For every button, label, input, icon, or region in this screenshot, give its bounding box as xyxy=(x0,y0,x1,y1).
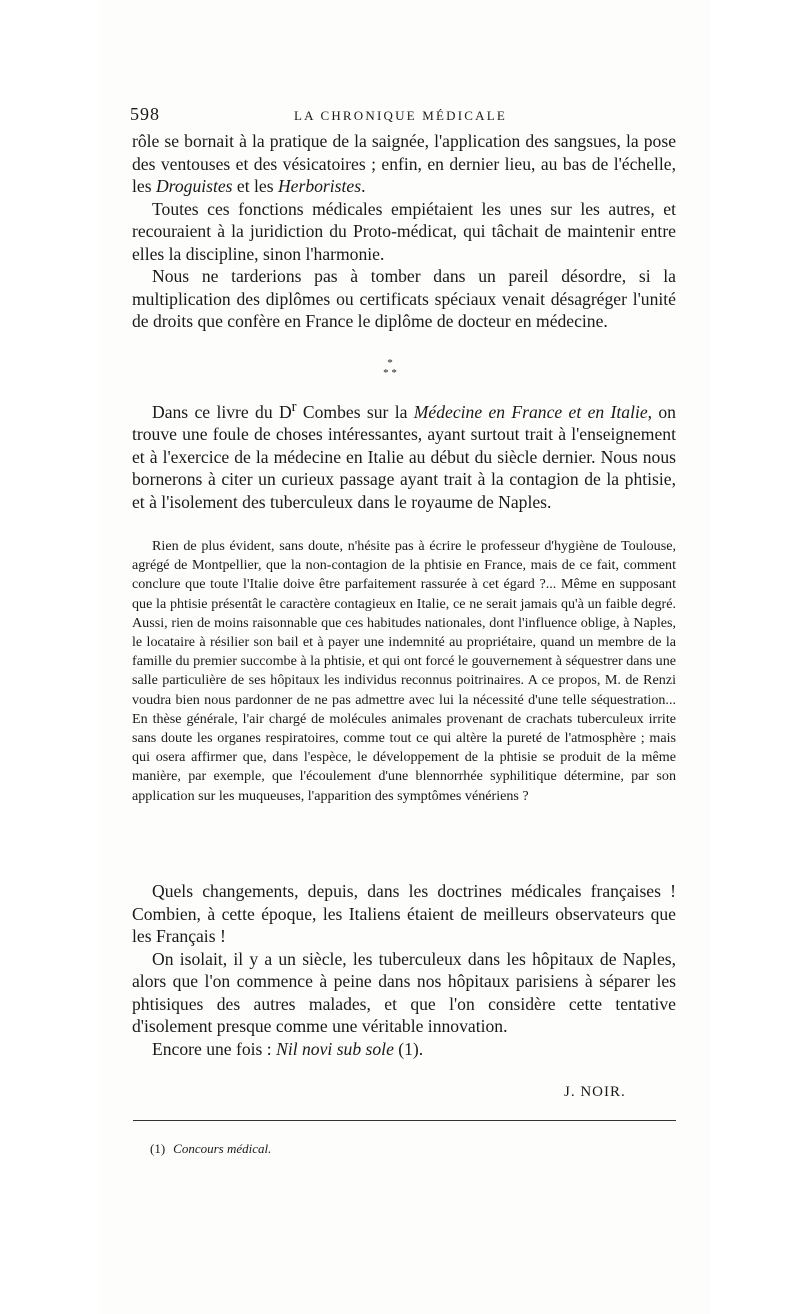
asterism-bottom: * * xyxy=(383,367,397,379)
asterism-divider xyxy=(370,358,410,388)
section-conclusion xyxy=(132,880,676,1060)
page-header xyxy=(130,104,670,130)
text-run: Encore une fois : xyxy=(152,1038,277,1059)
footnote-number: (1) xyxy=(150,1141,166,1156)
paragraph: Toutes ces fonctions médicales empiétaient les unes sur les autres, et recouraient à la juridiction du Proto-médicat, qui tâchait de maintenir entre elles la discipline, sinon l'harmonie. xyxy=(132,198,676,264)
book-title: Médecine en France et en Italie xyxy=(413,401,648,422)
page-number: 598 xyxy=(130,104,160,124)
text-run: Combes sur la xyxy=(296,401,414,422)
paragraph xyxy=(132,396,676,513)
paragraph: Quels changements, depuis, dans les doctrines médicales françaises ! Combien, à cette époque, les Italiens étaient de meilleurs observateurs que les Français ! xyxy=(132,881,676,946)
paragraph xyxy=(132,130,676,198)
text-run: rôle se bornait à la pratique de la saignée, l'application des sangsues, la pose des ventouses et des vésicatoires ; enfin, en dernier lieu, au bas de l'échelle, les xyxy=(132,131,676,196)
block-quote: Rien de plus évident, sans doute, n'hésite pas à écrire le professeur d'hygiène de Toulouse, agrégé de Montpellier, que la non-contagion de la phtisie en France, mais de ce fait, comment conclure que toute l'Italie doive être parfaitement rassurée à cet égard ?... Même en supposant que la phtisie présentât le caractère contagieux en Italie, ce ne serait jamais qu'à un faible degré. Aussi, rien de moins raisonnable que ces habitudes nationales, dont l'influence oblige, à Naples, le locataire à résilier son bail et à payer une indemnité au propriétaire, quand un membre de la famille du premier succombe à la phtisie, et qui ont forcé le gouvernement à séquestrer dans une salle particulière de ses hôpitaux les individus reconnus poitrinaires. A ce propos, M. de Renzi voudra bien nous pardonner de ne pas admettre avec lui la nécessité d'une telle séquestration... En thèse générale, l'air chargé de molécules animales provenant de crachats tuberculeux irrite sans doute les organes respiratoires, comme tout ce qui altère la pureté de l'atmosphère ; mais qui osera affirmer que, dans l'espèce, le développement de la phtisie se produit de la même manière, par exemple, que l'écoulement d'une blennorrhée syphilitique détermine, par son application sur les muqueuses, l'apparition des symptômes vénériens ? xyxy=(132,538,676,804)
superscript: r xyxy=(291,399,297,415)
text-run: (1). xyxy=(393,1038,424,1059)
footnote-text: Concours médical. xyxy=(173,1141,272,1156)
paragraph xyxy=(132,1038,676,1061)
footnote xyxy=(150,1141,271,1157)
footnote-divider xyxy=(133,1120,676,1121)
section-intro xyxy=(132,130,676,333)
text-run: Dans ce livre du D xyxy=(152,401,292,422)
text-run: et les xyxy=(232,176,278,196)
author-signature: J. NOIR. xyxy=(564,1084,626,1100)
text-run: , on trouve une foule de choses intéressantes, ayant surtout trait à l'enseignement et à l'exercice de la médecine en Italie au début du siècle dernier. Nous nous bornerons à citer un curieux passage ayant trait à la contagion de la phtisie, et à l'isolement des tuberculeux dans le royaume de Naples. xyxy=(132,401,676,512)
emphasis-text: Herboristes xyxy=(277,176,362,196)
paragraph: Nous ne tarderions pas à tomber dans un pareil désordre, si la multiplication des diplômes ou certificats spéciaux venait désagréger l'unité de droits que confère en France le diplôme de docteur en médecine. xyxy=(132,266,676,331)
emphasis-text: Droguistes xyxy=(155,176,233,196)
running-title: LA CHRONIQUE MÉDICALE xyxy=(294,108,508,123)
text-run: . xyxy=(361,176,366,196)
latin-phrase: Nil novi sub sole xyxy=(276,1038,394,1059)
asterism-top: * xyxy=(387,357,393,369)
paragraph: On isolait, il y a un siècle, les tuberculeux dans les hôpitaux de Naples, alors que l'on commence à peine dans nos hôpitaux parisiens à séparer les phtisiques des autres malades, et que l'on considère cette tentative d'isolement presque comme une véritable innovation. xyxy=(132,948,676,1036)
section-book-review xyxy=(132,396,676,513)
